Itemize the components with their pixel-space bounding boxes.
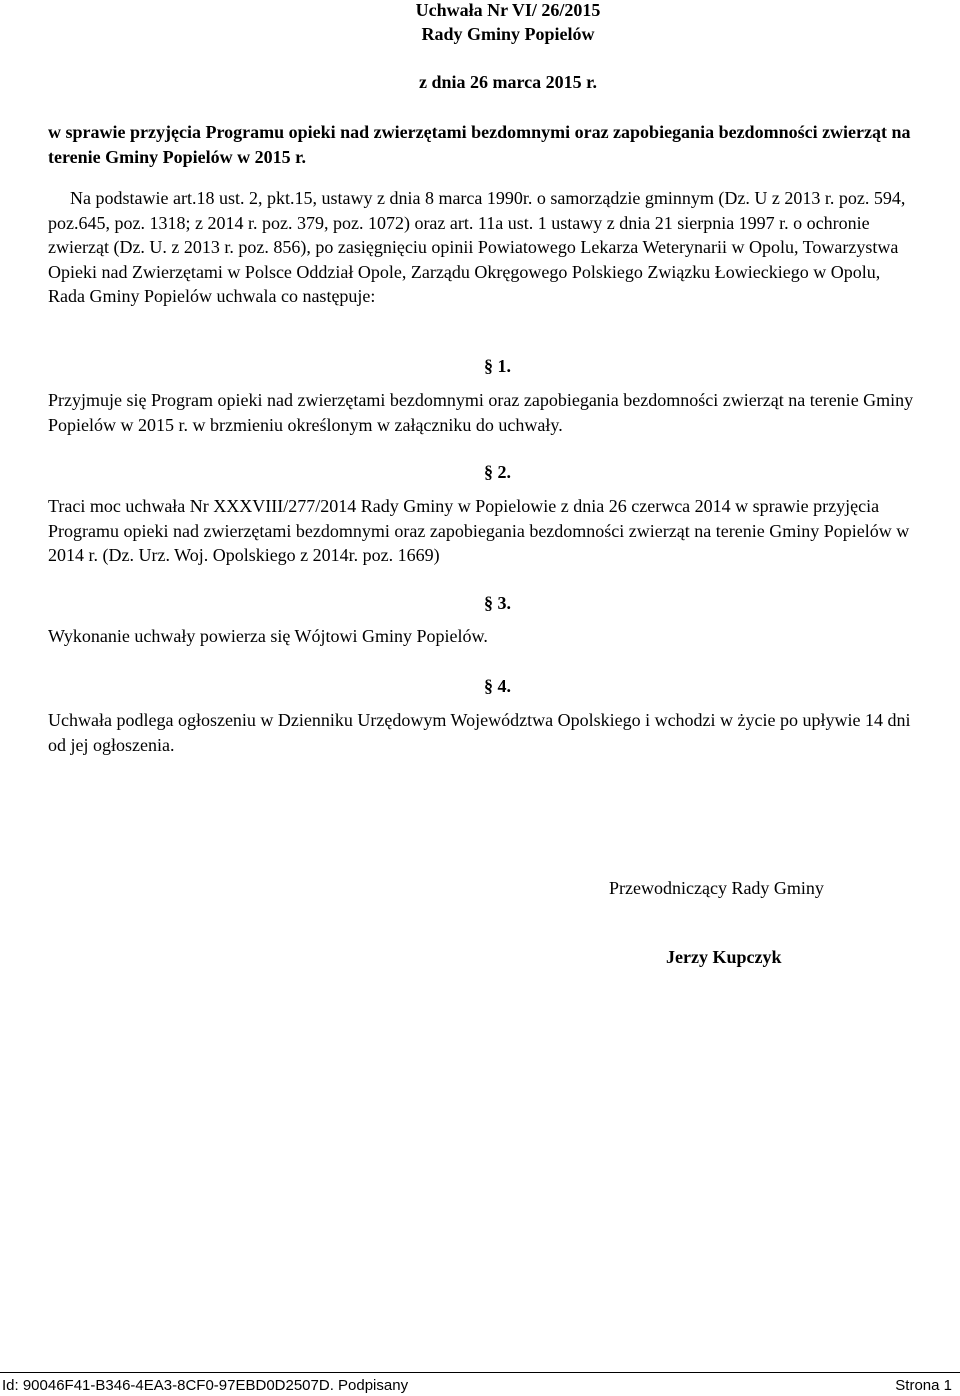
section-1-label: § 1. xyxy=(484,356,511,376)
footer-page-number: Strona 1 xyxy=(895,1377,952,1394)
signature-name: Jerzy Kupczyk xyxy=(666,947,782,967)
preamble: Na podstawie art.18 ust. 2, pkt.15, ustawy z dnia 8 marca 1990r. o samorządzie gminnym (Dz. U z 2013 r. poz. 594, poz.645, poz. 1318; z 2014 r. poz. 379, poz. 1072) oraz art. 11a ust. 1 ustawy z dnia 21 sierpnia 1997 r. o ochronie zwierząt (Dz. U. z 2013 r. poz. 856), po zasięgnięciu opinii Powiatowego Lekarza Weterynarii w Opolu, Towarzystwa Opieki nad Zwierzętami w Polsce Oddział Opole, Zarządu Okręgowego Polskiego Związku Łowieckiego w Opolu, Rada Gminy Popielów uchwala co następuje: xyxy=(48,188,906,306)
section-2-label: § 2. xyxy=(484,462,511,482)
document-subject: w sprawie przyjęcia Programu opieki nad zwierzętami bezdomnymi oraz zapobiegania bezdomności zwierząt na terenie Gminy Popielów w 2015 r. xyxy=(48,122,911,167)
section-4-label: § 4. xyxy=(484,676,511,696)
council-name: Rady Gminy Popielów xyxy=(421,24,595,44)
footer-document-id: Id: 90046F41-B346-4EA3-8CF0-97EBD0D2507D. Podpisany xyxy=(2,1377,409,1394)
footer-divider xyxy=(0,1372,960,1373)
section-2-text: Traci moc uchwała Nr XXXVIII/277/2014 Rady Gminy w Popielowie z dnia 26 czerwca 2014 w sprawie przyjęcia Programu opieki nad zwierzętami bezdomnymi oraz zapobiegania bezdomności zwierząt na terenie Gminy Popielów w 2014 r. (Dz. Urz. Woj. Opolskiego z 2014r. poz. 1669) xyxy=(48,496,910,565)
section-3-label: § 3. xyxy=(484,593,511,613)
section-1-text: Przyjmuje się Program opieki nad zwierzętami bezdomnymi oraz zapobiegania bezdomności zwierząt na terenie Gminy Popielów w 2015 r. w brzmieniu określonym w załączniku do uchwały. xyxy=(48,390,914,435)
document-date: z dnia 26 marca 2015 r. xyxy=(419,72,597,92)
signature-role: Przewodniczący Rady Gminy xyxy=(609,878,824,898)
document-title: Uchwała Nr VI/ 26/2015 xyxy=(415,0,601,20)
section-3-text: Wykonanie uchwały powierza się Wójtowi Gminy Popielów. xyxy=(48,626,488,646)
section-4-text: Uchwała podlega ogłoszeniu w Dzienniku Urzędowym Województwa Opolskiego i wchodzi w życie po upływie 14 dni od jej ogłoszenia. xyxy=(48,710,911,755)
